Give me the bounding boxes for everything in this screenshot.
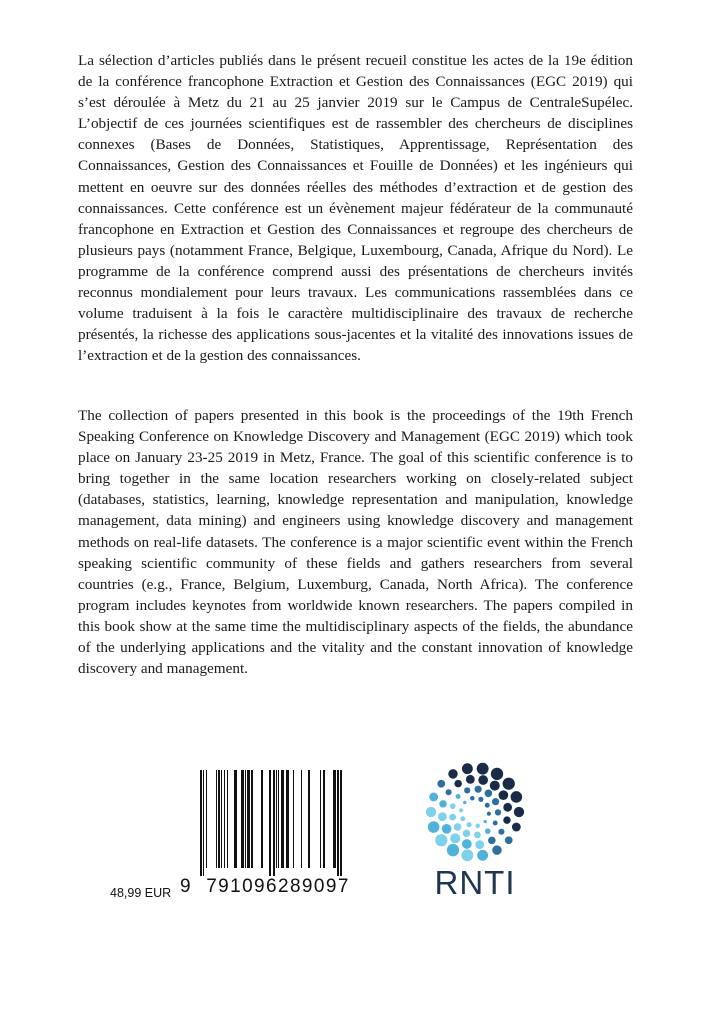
logo-dot bbox=[503, 816, 510, 823]
logo-dot bbox=[485, 789, 493, 797]
barcode-bar bbox=[286, 770, 289, 868]
barcode-bar bbox=[269, 770, 271, 876]
logo-dot bbox=[450, 833, 460, 843]
abstract-english: The collection of papers presented in this book is the proceedings of the 19th French Speaking Conference on Knowledge Discovery and Management (EGC 2019) which took place on January 23-25 2019 in Metz, France. The goal of this scientific conference is to bring together in the same location researchers working on closely-related subject (databases, statistics, learning, knowledge representation and manipulation, knowledge management, data mining) and engineers using knowledge discovery and management methods on real-life datasets. The conference is a major scientific event within the French speaking scientific community of these fields and gathers researchers from several countries (e.g., France, Belgium, Luxemburg, Canada, North Africa). The conference program includes keynotes from worldwide known researchers. The papers compiled in this book show at the same time the multidisciplinary aspects of the fields, the abundance of the underlying applications and the vitality and the constant innovation of knowledge discovery and management. bbox=[78, 407, 633, 678]
barcode-bar bbox=[281, 770, 284, 868]
barcode-bar bbox=[203, 770, 204, 876]
barcode-bar bbox=[227, 770, 228, 868]
logo-dot bbox=[488, 837, 496, 845]
barcode-bar bbox=[340, 770, 342, 876]
logo-dot bbox=[478, 775, 488, 785]
logo-dot bbox=[435, 834, 447, 846]
logo-dot bbox=[442, 824, 452, 834]
rnti-logo-text: RNTI bbox=[434, 864, 516, 901]
barcode-bar bbox=[333, 770, 336, 868]
barcode-bar bbox=[273, 770, 275, 876]
logo-dot bbox=[485, 828, 491, 834]
barcode-bar bbox=[323, 770, 325, 868]
logo-dot bbox=[470, 796, 475, 801]
logo-dot bbox=[462, 763, 473, 774]
logo-dot bbox=[495, 809, 501, 815]
barcode-bar bbox=[278, 770, 279, 868]
logo-dot bbox=[426, 807, 436, 817]
logo-dot bbox=[477, 763, 489, 775]
logo-dot bbox=[461, 849, 473, 861]
logo-dot bbox=[475, 823, 480, 828]
barcode-bar bbox=[251, 770, 253, 868]
logo-dot bbox=[491, 768, 503, 780]
logo-dot bbox=[429, 793, 438, 802]
logo-dot bbox=[490, 781, 500, 791]
barcode-bar bbox=[216, 770, 217, 868]
barcode-bar bbox=[206, 770, 207, 868]
price-label: 48,99 EUR bbox=[110, 886, 172, 900]
logo-dot bbox=[503, 778, 515, 790]
barcode-bar bbox=[221, 770, 222, 868]
logo-dot bbox=[512, 823, 521, 832]
logo-dot bbox=[438, 812, 447, 821]
barcode-bar bbox=[200, 770, 202, 876]
logo-dot bbox=[439, 800, 446, 807]
logo-dot bbox=[514, 807, 524, 817]
logo-dot bbox=[503, 803, 512, 812]
rnti-logo bbox=[420, 762, 530, 922]
logo-dot bbox=[505, 836, 513, 844]
logo-dot bbox=[460, 816, 465, 821]
logo-dot bbox=[474, 831, 481, 838]
logo-dot bbox=[448, 769, 457, 778]
barcode-bar bbox=[241, 770, 244, 868]
barcode-bar bbox=[218, 770, 220, 868]
logo-dot bbox=[492, 798, 499, 805]
logo-dot bbox=[463, 801, 466, 804]
barcode-bar bbox=[245, 770, 246, 868]
logo-dot bbox=[437, 780, 445, 788]
logo-dot bbox=[467, 822, 472, 827]
isbn-first-digit: 9 bbox=[180, 876, 192, 897]
barcode-bar bbox=[337, 770, 339, 876]
logo-dot bbox=[447, 844, 459, 856]
logo-dot bbox=[475, 786, 482, 793]
logo-dot bbox=[493, 821, 498, 826]
barcode-bar bbox=[276, 770, 277, 868]
logo-dot bbox=[477, 850, 488, 861]
logo-dot bbox=[450, 803, 456, 809]
logo-dot bbox=[485, 803, 490, 808]
logo-dot bbox=[484, 820, 487, 823]
logo-dot bbox=[428, 821, 440, 833]
barcode-bar bbox=[261, 770, 263, 868]
abstract-french: La sélection d’articles publiés dans le présent recueil constitue les actes de la 19e édition de la conférence francophone Extraction et Gestion des Connaissances (EGC 2019) qui s’est déroulée à Metz du 21 au 25 janvier 2019 sur le Campus de CentraleSupélec. L’objectif de ces journées scientifiques est de rassembler des chercheurs de disciplines connexes (Bases de Données, Statistiques, Apprentissage, Représentation des Connaissances, Gestion des Connaissances et Fouille de Données) et les ingénieurs qui mettent en oeuvre sur des données réelles des méthodes d’extraction et de gestion des connaissances. Cette conférence est un évènement majeur fédérateur de la communauté francophone en Extraction et Gestion des Connaissances et regroupe des chercheurs de plusieurs pays (notamment France, Belgique, Luxembourg, Canada, Afrique du Nord). Le programme de la conférence comprend aussi des présentations de chercheurs invités reconnus mondialement pour leurs travaux. Les communications rassemblées dans ce volume traduisent à la fois le caractère multidisciplinaire des travaux de recherche présentés, la richesse des applications sous-jacentes et la vitalité des innovations issues de l’extraction et de la gestion des connaissances. bbox=[78, 52, 633, 365]
logo-dot bbox=[464, 787, 470, 793]
logo-dot bbox=[449, 814, 456, 821]
barcode-bar bbox=[247, 770, 250, 868]
isbn-barcode bbox=[180, 770, 360, 910]
logo-dot bbox=[492, 845, 501, 854]
barcode-bar bbox=[308, 770, 310, 868]
logo-dot bbox=[463, 830, 471, 838]
isbn-number bbox=[180, 876, 360, 898]
barcode-bar bbox=[301, 770, 302, 868]
logo-dot bbox=[454, 780, 462, 788]
logo-dot bbox=[498, 829, 504, 835]
barcode-bar bbox=[293, 770, 294, 868]
barcode-bar bbox=[224, 770, 225, 868]
logo-dot bbox=[466, 775, 475, 784]
logo-dot bbox=[499, 790, 509, 800]
logo-dot bbox=[456, 794, 461, 799]
barcode-bar bbox=[234, 770, 237, 868]
logo-dot bbox=[475, 840, 484, 849]
isbn-remaining-digits: 791096289097 bbox=[206, 876, 350, 897]
barcode-bars bbox=[180, 770, 360, 876]
logo-dot bbox=[487, 812, 491, 816]
logo-dot bbox=[454, 823, 462, 831]
barcode-bar bbox=[320, 770, 321, 868]
logo-dot bbox=[478, 797, 483, 802]
dotted-circle-logo-icon bbox=[420, 762, 530, 862]
logo-dot bbox=[462, 839, 472, 849]
logo-dot bbox=[511, 791, 523, 803]
logo-dot bbox=[459, 808, 463, 812]
logo-dot bbox=[446, 789, 452, 795]
